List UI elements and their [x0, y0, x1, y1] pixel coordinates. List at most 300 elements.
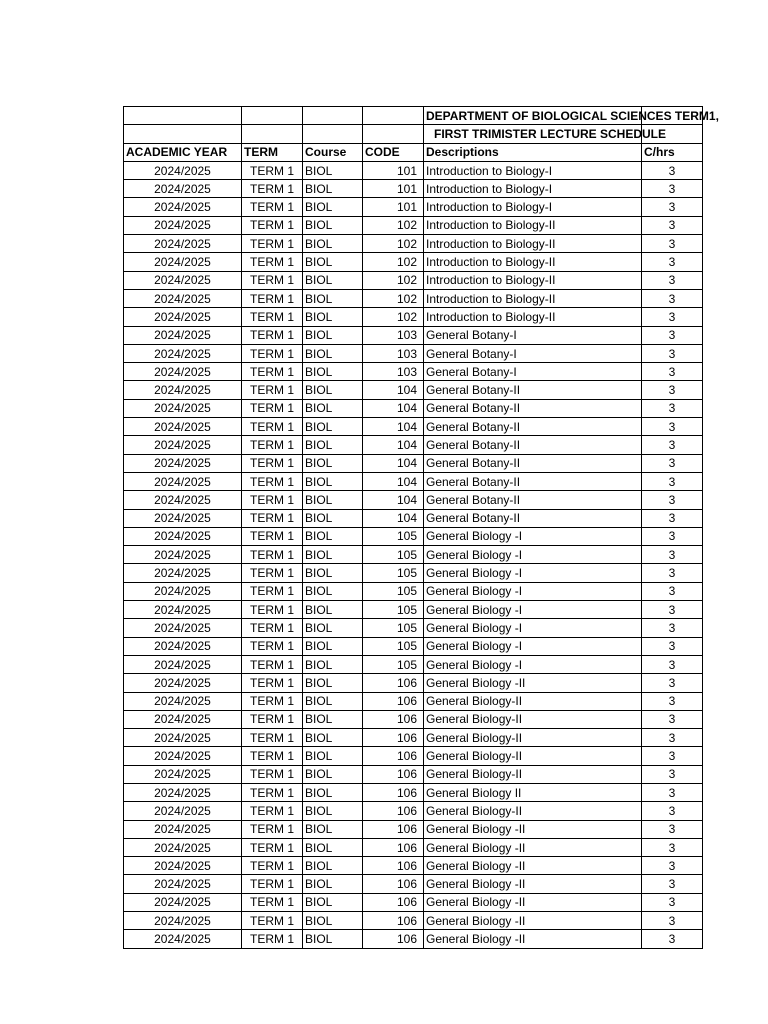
cell-academic-year: 2024/2025 [124, 802, 242, 820]
cell-course: BIOL [303, 527, 363, 545]
table-row [124, 253, 703, 271]
table-row [124, 363, 703, 381]
cell-code: 106 [363, 893, 424, 911]
cell-academic-year: 2024/2025 [124, 729, 242, 747]
cell-term: TERM 1 [242, 344, 303, 362]
cell-course: BIOL [303, 253, 363, 271]
cell-code: 105 [363, 619, 424, 637]
table-row [124, 564, 703, 582]
cell-academic-year: 2024/2025 [124, 637, 242, 655]
cell-description: Introduction to Biology-I [424, 161, 642, 179]
cell-code: 106 [363, 820, 424, 838]
cell-code: 105 [363, 582, 424, 600]
table-row [124, 692, 703, 710]
cell-term: TERM 1 [242, 601, 303, 619]
cell-term: TERM 1 [242, 271, 303, 289]
cell-term: TERM 1 [242, 747, 303, 765]
cell-credit-hours: 3 [642, 692, 703, 710]
cell-term: TERM 1 [242, 857, 303, 875]
cell-code: 104 [363, 509, 424, 527]
cell-academic-year: 2024/2025 [124, 326, 242, 344]
cell-credit-hours: 3 [642, 216, 703, 234]
cell-term: TERM 1 [242, 161, 303, 179]
table-row [124, 436, 703, 454]
cell-credit-hours: 3 [642, 747, 703, 765]
cell-description: General Biology -I [424, 637, 642, 655]
cell-term: TERM 1 [242, 546, 303, 564]
cell-course: BIOL [303, 765, 363, 783]
cell-description: Introduction to Biology-I [424, 198, 642, 216]
cell-term: TERM 1 [242, 820, 303, 838]
cell-term: TERM 1 [242, 838, 303, 856]
cell-credit-hours: 3 [642, 180, 703, 198]
cell-course: BIOL [303, 326, 363, 344]
cell-term: TERM 1 [242, 619, 303, 637]
cell-course: BIOL [303, 893, 363, 911]
cell-credit-hours: 3 [642, 912, 703, 930]
cell-code: 104 [363, 381, 424, 399]
cell-credit-hours: 3 [642, 582, 703, 600]
cell-credit-hours: 3 [642, 729, 703, 747]
cell-academic-year: 2024/2025 [124, 546, 242, 564]
cell-term: TERM 1 [242, 472, 303, 490]
cell-description: General Biology -II [424, 674, 642, 692]
cell-credit-hours: 3 [642, 820, 703, 838]
empty-cell [242, 125, 303, 143]
table-row [124, 381, 703, 399]
cell-term: TERM 1 [242, 180, 303, 198]
cell-academic-year: 2024/2025 [124, 820, 242, 838]
table-row [124, 271, 703, 289]
header-code: CODE [363, 143, 424, 161]
cell-term: TERM 1 [242, 875, 303, 893]
cell-academic-year: 2024/2025 [124, 308, 242, 326]
title-row-1 [124, 107, 703, 125]
empty-cell [124, 125, 242, 143]
cell-code: 104 [363, 436, 424, 454]
cell-course: BIOL [303, 710, 363, 728]
cell-credit-hours: 3 [642, 509, 703, 527]
cell-code: 104 [363, 454, 424, 472]
cell-term: TERM 1 [242, 930, 303, 948]
cell-code: 101 [363, 180, 424, 198]
cell-academic-year: 2024/2025 [124, 253, 242, 271]
table-row [124, 418, 703, 436]
cell-description: General Botany-II [424, 399, 642, 417]
table-row [124, 710, 703, 728]
cell-description: General Biology-II [424, 747, 642, 765]
cell-course: BIOL [303, 216, 363, 234]
cell-code: 106 [363, 802, 424, 820]
cell-description: Introduction to Biology-II [424, 253, 642, 271]
cell-term: TERM 1 [242, 674, 303, 692]
header-credit-hours: C/hrs [642, 143, 703, 161]
cell-code: 102 [363, 271, 424, 289]
table-row [124, 893, 703, 911]
cell-description: Introduction to Biology-II [424, 271, 642, 289]
cell-course: BIOL [303, 436, 363, 454]
cell-course: BIOL [303, 180, 363, 198]
cell-description: General Botany-II [424, 491, 642, 509]
cell-term: TERM 1 [242, 363, 303, 381]
cell-code: 106 [363, 875, 424, 893]
cell-description: General Biology-II [424, 802, 642, 820]
cell-credit-hours: 3 [642, 289, 703, 307]
cell-credit-hours: 3 [642, 271, 703, 289]
cell-course: BIOL [303, 619, 363, 637]
cell-description: General Botany-II [424, 436, 642, 454]
cell-course: BIOL [303, 692, 363, 710]
cell-code: 105 [363, 655, 424, 673]
cell-credit-hours: 3 [642, 637, 703, 655]
cell-academic-year: 2024/2025 [124, 838, 242, 856]
cell-code: 105 [363, 564, 424, 582]
cell-academic-year: 2024/2025 [124, 765, 242, 783]
cell-academic-year: 2024/2025 [124, 710, 242, 728]
empty-cell [124, 107, 242, 125]
cell-description: General Botany-II [424, 509, 642, 527]
cell-academic-year: 2024/2025 [124, 582, 242, 600]
cell-code: 103 [363, 344, 424, 362]
table-row [124, 326, 703, 344]
table-row [124, 838, 703, 856]
cell-credit-hours: 3 [642, 253, 703, 271]
cell-code: 106 [363, 747, 424, 765]
cell-description: General Biology -II [424, 930, 642, 948]
table-row [124, 308, 703, 326]
cell-code: 104 [363, 491, 424, 509]
table-row [124, 820, 703, 838]
cell-credit-hours: 3 [642, 875, 703, 893]
cell-academic-year: 2024/2025 [124, 454, 242, 472]
empty-cell [363, 107, 424, 125]
cell-course: BIOL [303, 930, 363, 948]
cell-code: 106 [363, 857, 424, 875]
cell-course: BIOL [303, 363, 363, 381]
cell-credit-hours: 3 [642, 601, 703, 619]
sheet-title-line1: DEPARTMENT OF BIOLOGICAL SCIENCES TERM1, [426, 108, 719, 123]
cell-credit-hours: 3 [642, 363, 703, 381]
cell-credit-hours: 3 [642, 418, 703, 436]
table-row [124, 289, 703, 307]
cell-term: TERM 1 [242, 454, 303, 472]
cell-term: TERM 1 [242, 418, 303, 436]
table-row [124, 747, 703, 765]
schedule-table [123, 106, 719, 949]
cell-code: 103 [363, 363, 424, 381]
cell-course: BIOL [303, 399, 363, 417]
cell-code: 106 [363, 765, 424, 783]
cell-course: BIOL [303, 491, 363, 509]
table-row [124, 546, 703, 564]
cell-credit-hours: 3 [642, 674, 703, 692]
cell-course: BIOL [303, 198, 363, 216]
cell-academic-year: 2024/2025 [124, 893, 242, 911]
cell-academic-year: 2024/2025 [124, 180, 242, 198]
table-row [124, 674, 703, 692]
cell-academic-year: 2024/2025 [124, 509, 242, 527]
cell-course: BIOL [303, 637, 363, 655]
table-row [124, 912, 703, 930]
cell-credit-hours: 3 [642, 655, 703, 673]
cell-academic-year: 2024/2025 [124, 783, 242, 801]
cell-description: General Botany-I [424, 344, 642, 362]
cell-credit-hours: 3 [642, 454, 703, 472]
cell-description: General Biology -I [424, 527, 642, 545]
cell-course: BIOL [303, 838, 363, 856]
cell-description: General Botany-II [424, 472, 642, 490]
cell-term: TERM 1 [242, 509, 303, 527]
table-row [124, 783, 703, 801]
cell-code: 101 [363, 161, 424, 179]
cell-code: 105 [363, 601, 424, 619]
cell-term: TERM 1 [242, 235, 303, 253]
cell-code: 102 [363, 289, 424, 307]
cell-description: Introduction to Biology-II [424, 235, 642, 253]
cell-description: General Biology -I [424, 601, 642, 619]
cell-academic-year: 2024/2025 [124, 875, 242, 893]
cell-description: General Biology -II [424, 857, 642, 875]
cell-credit-hours: 3 [642, 381, 703, 399]
table-row [124, 637, 703, 655]
table-row [124, 729, 703, 747]
cell-course: BIOL [303, 546, 363, 564]
cell-credit-hours: 3 [642, 802, 703, 820]
cell-credit-hours: 3 [642, 491, 703, 509]
table-row [124, 235, 703, 253]
cell-code: 106 [363, 692, 424, 710]
table-row [124, 161, 703, 179]
cell-course: BIOL [303, 875, 363, 893]
cell-academic-year: 2024/2025 [124, 399, 242, 417]
cell-term: TERM 1 [242, 655, 303, 673]
cell-academic-year: 2024/2025 [124, 674, 242, 692]
cell-academic-year: 2024/2025 [124, 655, 242, 673]
cell-description: General Biology -II [424, 893, 642, 911]
cell-description: Introduction to Biology-I [424, 180, 642, 198]
cell-credit-hours: 3 [642, 198, 703, 216]
cell-code: 102 [363, 308, 424, 326]
title-cell [424, 125, 667, 143]
cell-credit-hours: 3 [642, 893, 703, 911]
table-row [124, 875, 703, 893]
cell-academic-year: 2024/2025 [124, 344, 242, 362]
cell-code: 106 [363, 674, 424, 692]
cell-description: General Biology-II [424, 692, 642, 710]
cell-course: BIOL [303, 802, 363, 820]
cell-code: 106 [363, 710, 424, 728]
cell-academic-year: 2024/2025 [124, 857, 242, 875]
cell-description: General Biology-II [424, 765, 642, 783]
cell-description: General Biology -II [424, 875, 642, 893]
empty-cell [363, 125, 424, 143]
cell-description: General Biology -II [424, 820, 642, 838]
cell-academic-year: 2024/2025 [124, 271, 242, 289]
cell-course: BIOL [303, 820, 363, 838]
table-row [124, 582, 703, 600]
cell-description: General Biology -II [424, 838, 642, 856]
table-row [124, 527, 703, 545]
cell-code: 104 [363, 418, 424, 436]
cell-description: Introduction to Biology-II [424, 289, 642, 307]
cell-academic-year: 2024/2025 [124, 198, 242, 216]
cell-course: BIOL [303, 344, 363, 362]
cell-credit-hours: 3 [642, 436, 703, 454]
cell-course: BIOL [303, 912, 363, 930]
cell-course: BIOL [303, 235, 363, 253]
cell-course: BIOL [303, 601, 363, 619]
cell-course: BIOL [303, 418, 363, 436]
cell-term: TERM 1 [242, 381, 303, 399]
cell-term: TERM 1 [242, 893, 303, 911]
table-row [124, 930, 703, 948]
cell-credit-hours: 3 [642, 344, 703, 362]
header-academic-year: ACADEMIC YEAR [124, 143, 242, 161]
cell-description: General Biology -I [424, 546, 642, 564]
cell-academic-year: 2024/2025 [124, 363, 242, 381]
cell-code: 104 [363, 472, 424, 490]
cell-course: BIOL [303, 582, 363, 600]
cell-academic-year: 2024/2025 [124, 381, 242, 399]
table-row [124, 619, 703, 637]
cell-term: TERM 1 [242, 802, 303, 820]
cell-code: 102 [363, 235, 424, 253]
cell-description: General Biology -I [424, 655, 642, 673]
cell-term: TERM 1 [242, 253, 303, 271]
cell-description: General Biology -I [424, 564, 642, 582]
cell-term: TERM 1 [242, 637, 303, 655]
cell-academic-year: 2024/2025 [124, 472, 242, 490]
table-row [124, 802, 703, 820]
cell-credit-hours: 3 [642, 619, 703, 637]
cell-term: TERM 1 [242, 582, 303, 600]
cell-credit-hours: 3 [642, 527, 703, 545]
cell-term: TERM 1 [242, 216, 303, 234]
cell-term: TERM 1 [242, 710, 303, 728]
cell-course: BIOL [303, 729, 363, 747]
cell-term: TERM 1 [242, 783, 303, 801]
cell-description: General Botany-I [424, 326, 642, 344]
cell-term: TERM 1 [242, 198, 303, 216]
cell-credit-hours: 3 [642, 857, 703, 875]
cell-academic-year: 2024/2025 [124, 527, 242, 545]
cell-term: TERM 1 [242, 692, 303, 710]
cell-course: BIOL [303, 674, 363, 692]
cell-term: TERM 1 [242, 765, 303, 783]
cell-academic-year: 2024/2025 [124, 491, 242, 509]
cell-description: Introduction to Biology-II [424, 308, 642, 326]
cell-description: Introduction to Biology-II [424, 216, 642, 234]
cell-academic-year: 2024/2025 [124, 692, 242, 710]
cell-credit-hours: 3 [642, 308, 703, 326]
cell-credit-hours: 3 [642, 783, 703, 801]
cell-credit-hours: 3 [642, 710, 703, 728]
empty-cell [303, 125, 363, 143]
cell-academic-year: 2024/2025 [124, 289, 242, 307]
header-term: TERM [242, 143, 303, 161]
cell-code: 106 [363, 783, 424, 801]
cell-course: BIOL [303, 271, 363, 289]
cell-description: General Botany-I [424, 363, 642, 381]
table-row [124, 491, 703, 509]
cell-credit-hours: 3 [642, 399, 703, 417]
cell-description: General Biology -II [424, 912, 642, 930]
cell-credit-hours: 3 [642, 930, 703, 948]
empty-cell [242, 107, 303, 125]
cell-term: TERM 1 [242, 564, 303, 582]
cell-description: General Botany-II [424, 418, 642, 436]
table-row [124, 399, 703, 417]
cell-academic-year: 2024/2025 [124, 216, 242, 234]
cell-term: TERM 1 [242, 436, 303, 454]
cell-credit-hours: 3 [642, 235, 703, 253]
cell-code: 106 [363, 930, 424, 948]
title-row-2 [124, 125, 703, 143]
header-course: Course [303, 143, 363, 161]
cell-academic-year: 2024/2025 [124, 235, 242, 253]
cell-code: 105 [363, 527, 424, 545]
cell-academic-year: 2024/2025 [124, 930, 242, 948]
cell-term: TERM 1 [242, 326, 303, 344]
table-row [124, 216, 703, 234]
cell-code: 106 [363, 729, 424, 747]
cell-course: BIOL [303, 857, 363, 875]
cell-term: TERM 1 [242, 912, 303, 930]
cell-code: 106 [363, 912, 424, 930]
cell-academic-year: 2024/2025 [124, 619, 242, 637]
cell-course: BIOL [303, 308, 363, 326]
empty-cell [303, 107, 363, 125]
cell-course: BIOL [303, 454, 363, 472]
cell-description: General Biology-II [424, 729, 642, 747]
cell-description: General Botany-II [424, 381, 642, 399]
table-row [124, 509, 703, 527]
table-row [124, 765, 703, 783]
cell-description: General Biology -I [424, 619, 642, 637]
header-descriptions: Descriptions [424, 143, 642, 161]
cell-course: BIOL [303, 783, 363, 801]
sheet-title-line2: FIRST TRIMISTER LECTURE SCHEDULE [434, 126, 667, 141]
cell-description: General Biology -I [424, 582, 642, 600]
cell-code: 102 [363, 253, 424, 271]
cell-term: TERM 1 [242, 289, 303, 307]
cell-description: General Botany-II [424, 454, 642, 472]
cell-course: BIOL [303, 381, 363, 399]
cell-code: 106 [363, 838, 424, 856]
cell-term: TERM 1 [242, 308, 303, 326]
cell-term: TERM 1 [242, 491, 303, 509]
cell-code: 105 [363, 546, 424, 564]
table-row [124, 180, 703, 198]
table-row [124, 601, 703, 619]
table-row [124, 472, 703, 490]
cell-credit-hours: 3 [642, 472, 703, 490]
cell-code: 103 [363, 326, 424, 344]
cell-credit-hours: 3 [642, 161, 703, 179]
cell-academic-year: 2024/2025 [124, 601, 242, 619]
cell-code: 105 [363, 637, 424, 655]
cell-academic-year: 2024/2025 [124, 418, 242, 436]
cell-course: BIOL [303, 289, 363, 307]
cell-description: General Biology II [424, 783, 642, 801]
cell-academic-year: 2024/2025 [124, 436, 242, 454]
title-cell [424, 107, 719, 125]
cell-term: TERM 1 [242, 399, 303, 417]
cell-course: BIOL [303, 747, 363, 765]
table-row [124, 655, 703, 673]
cell-academic-year: 2024/2025 [124, 747, 242, 765]
cell-credit-hours: 3 [642, 838, 703, 856]
